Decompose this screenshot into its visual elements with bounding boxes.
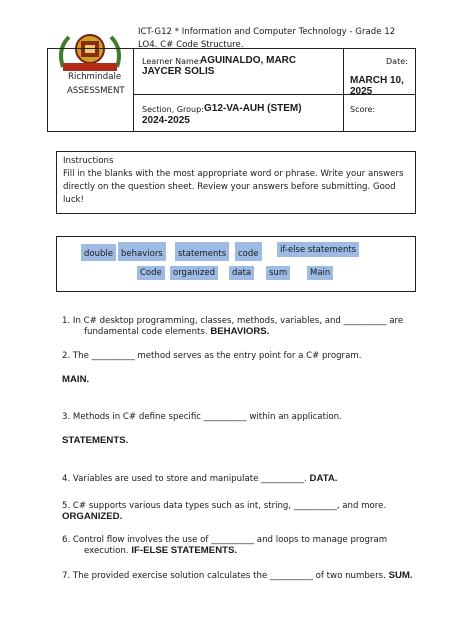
date-value: MARCH 10, [350, 75, 404, 86]
answer-2: MAIN. [62, 374, 90, 385]
answer-1: BEHAVIORS. [210, 326, 270, 337]
question-6: 6. Control flow involves the use of __________ and loops to manage program [62, 535, 388, 545]
question-1: 1. In C# desktop programming, classes, methods, variables, and __________ are [62, 316, 404, 326]
word-bank-chip: double [81, 244, 116, 261]
answer-6: IF-ELSE STATEMENTS. [131, 545, 238, 556]
section-value: G12-VA-AUH (STEM) [204, 103, 302, 114]
section-label: Section, Group: [142, 105, 204, 114]
word-bank-chip: statements [175, 242, 229, 261]
school-name: Richmindale [68, 72, 122, 82]
question-7: 7. The provided exercise solution calculates the __________ of two numbers. SUM. [62, 570, 413, 581]
instructions-title: Instructions [63, 156, 114, 166]
question-4: 4. Variables are used to store and manipulate __________. DATA. [62, 473, 338, 484]
instructions-line-1: Fill in the blanks with the most appropriate word or phrase. Write your answers [63, 169, 404, 179]
answer-4: DATA. [309, 473, 338, 484]
question-2: 2. The __________ method serves as the entry point for a C# program. [62, 351, 362, 361]
question-6-cont: execution. IF-ELSE STATEMENTS. [84, 545, 238, 556]
instructions-line-3: luck! [63, 195, 84, 205]
section-year: 2024-2025 [142, 115, 190, 126]
date-value-year: 2025 [350, 86, 373, 97]
word-bank-chip: organized [170, 266, 218, 280]
answer-7: SUM. [388, 570, 413, 581]
assessment-label: ASSESSMENT [67, 86, 125, 96]
question-1-cont: fundamental code elements. BEHAVIORS. [84, 326, 270, 337]
answer-5: ORGANIZED. [62, 511, 123, 522]
lesson-title: LO4. C# Code Structure. [138, 40, 244, 50]
word-bank-chip: Main [307, 266, 333, 280]
word-bank-chip: code [235, 242, 262, 261]
word-bank-chip: if-else statements [277, 242, 359, 257]
word-bank-chip: behaviors [118, 242, 166, 261]
instructions-line-2: directly on the question sheet. Review your answers before submitting. Good [63, 182, 396, 192]
date-label: Date: [386, 57, 408, 66]
course-title: ICT-G12 * Information and Computer Technology - Grade 12 [138, 27, 396, 37]
learner-name-value: AGUINALDO, MARC [200, 55, 297, 66]
learner-name-value-2: JAYCER SOLIS [142, 66, 215, 77]
word-bank-chip: sum [266, 266, 290, 280]
question-3: 3. Methods in C# define specific __________ within an application. [62, 412, 342, 422]
word-bank-chip: Code [137, 266, 165, 280]
learner-name-label: Learner Name: [142, 57, 202, 66]
question-5: 5. C# supports various data types such as int, string, __________, and more. [62, 501, 387, 511]
score-label: Score: [350, 105, 376, 114]
answer-3: STATEMENTS. [62, 435, 129, 446]
word-bank-chip: data [229, 266, 254, 280]
